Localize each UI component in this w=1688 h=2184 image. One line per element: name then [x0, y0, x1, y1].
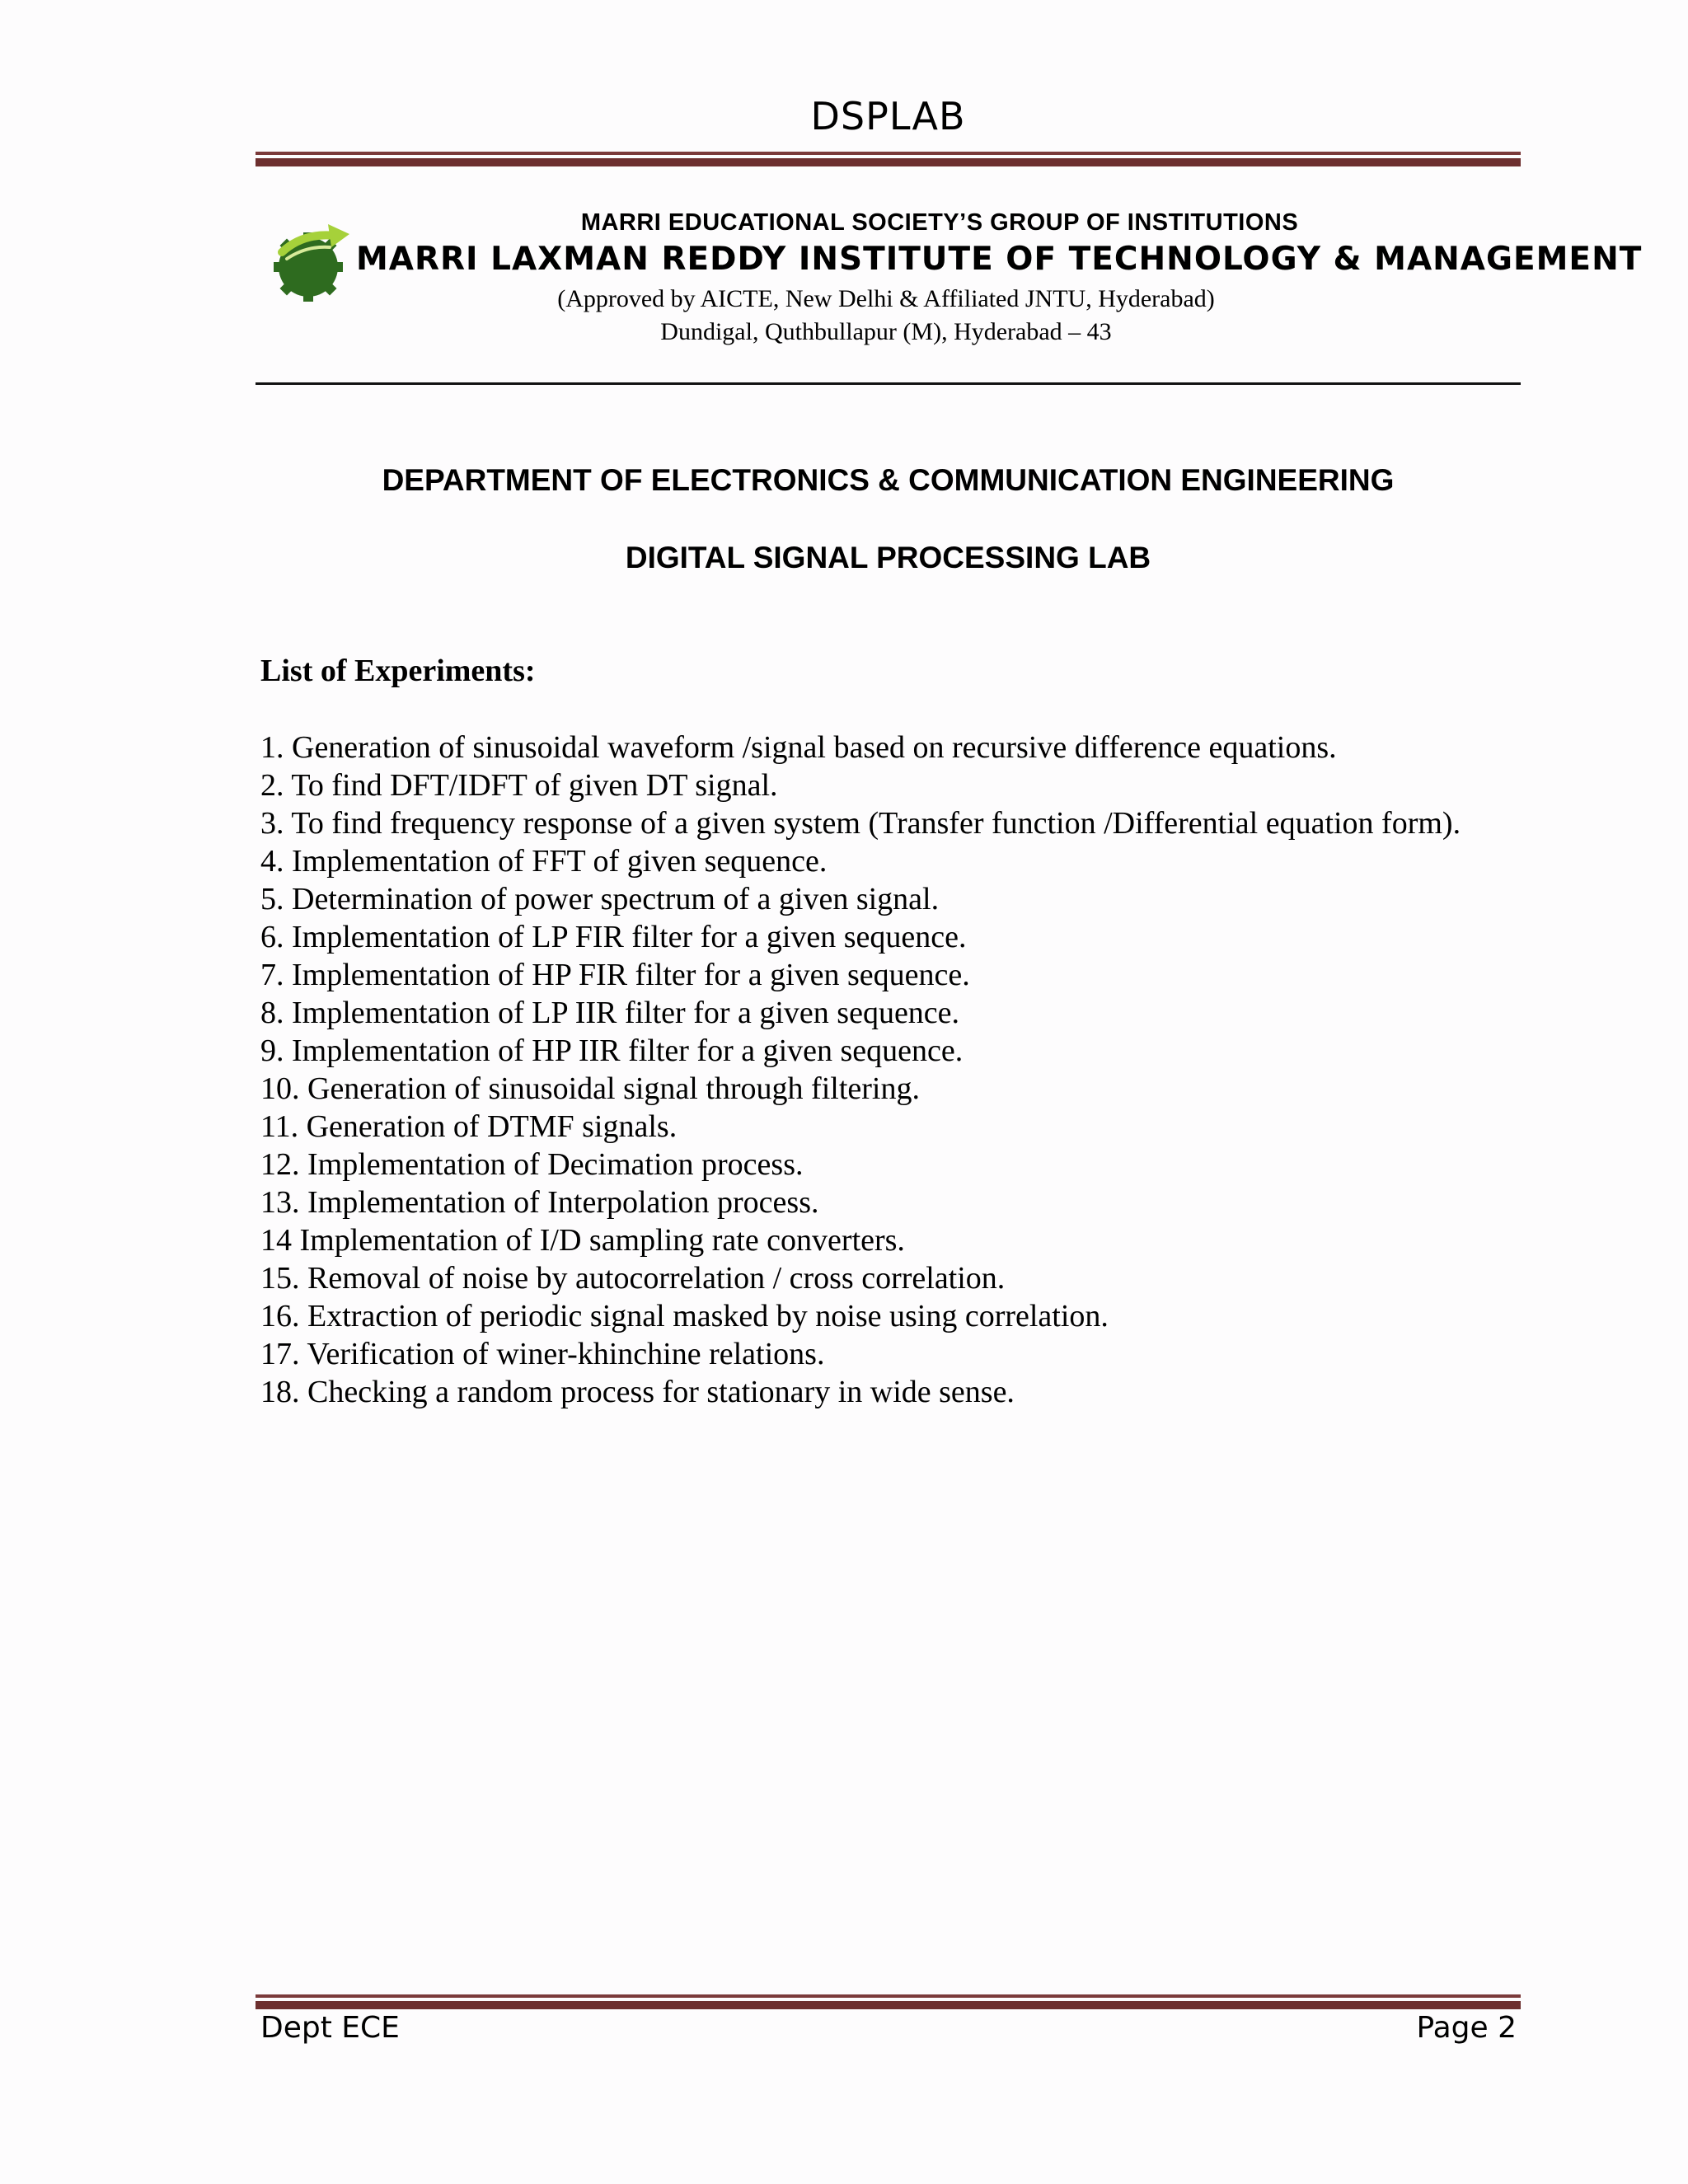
institution-name: MARRI LAXMAN REDDY INSTITUTE OF TECHNOLOGY & MANAGEMENT — [356, 241, 1643, 278]
lab-title: DIGITAL SIGNAL PROCESSING LAB — [625, 541, 1151, 574]
list-item: 14 Implementation of I/D sampling rate converters. — [260, 1223, 905, 1258]
list-item: 13. Implementation of Interpolation process. — [260, 1185, 819, 1220]
list-item: 15. Removal of noise by autocorrelation / cross correlation. — [260, 1261, 1006, 1296]
list-item: 1. Generation of sinusoidal waveform /signal based on recursive difference equations. — [260, 730, 1337, 765]
list-item: 8. Implementation of LP IIR filter for a given sequence. — [260, 996, 960, 1030]
list-item: 12. Implementation of Decimation process. — [260, 1147, 804, 1182]
experiment-list — [260, 729, 1497, 1411]
society-name: MARRI EDUCATIONAL SOCIETY’S GROUP OF INSTITUTIONS — [580, 209, 1299, 236]
list-item: 5. Determination of power spectrum of a given signal. — [260, 882, 940, 916]
institution-approval: (Approved by AICTE, New Delhi & Affiliated JNTU, Hyderabad) — [557, 285, 1215, 312]
list-item: 11. Generation of DTMF signals. — [260, 1109, 678, 1144]
list-item: 7. Implementation of HP FIR filter for a given sequence. — [260, 958, 970, 992]
list-item: 18. Checking a random process for stationary in wide sense. — [260, 1375, 1015, 1409]
header-rule — [256, 152, 1521, 166]
list-item: 3. To find frequency response of a given system (Transfer function /Differential equation form). — [260, 806, 1461, 841]
list-item: 16. Extraction of periodic signal masked by noise using correlation. — [260, 1299, 1109, 1333]
letterhead-rule — [256, 382, 1521, 385]
institution-address: Dundigal, Quthbullapur (M), Hyderabad – 43 — [660, 318, 1112, 345]
institution-logo-icon — [270, 216, 353, 307]
list-item: 17. Verification of winer-khinchine relations. — [260, 1337, 825, 1371]
list-item: 2. To find DFT/IDFT of given DT signal. — [260, 768, 778, 803]
running-header: DSPLAB — [810, 94, 966, 138]
page-number: Page 2 — [1416, 2011, 1517, 2045]
list-item: 9. Implementation of HP IIR filter for a given sequence. — [260, 1033, 964, 1068]
list-item: 10. Generation of sinusoidal signal through filtering. — [260, 1071, 920, 1106]
footer-department: Dept ECE — [260, 2011, 400, 2045]
list-item: 4. Implementation of FFT of given sequence. — [260, 844, 828, 879]
list-item: 6. Implementation of LP FIR filter for a given sequence. — [260, 920, 967, 954]
list-heading: List of Experiments: — [260, 654, 536, 688]
department-title: DEPARTMENT OF ELECTRONICS & COMMUNICATION ENGINEERING — [382, 463, 1395, 497]
footer-rule — [256, 1994, 1521, 2009]
